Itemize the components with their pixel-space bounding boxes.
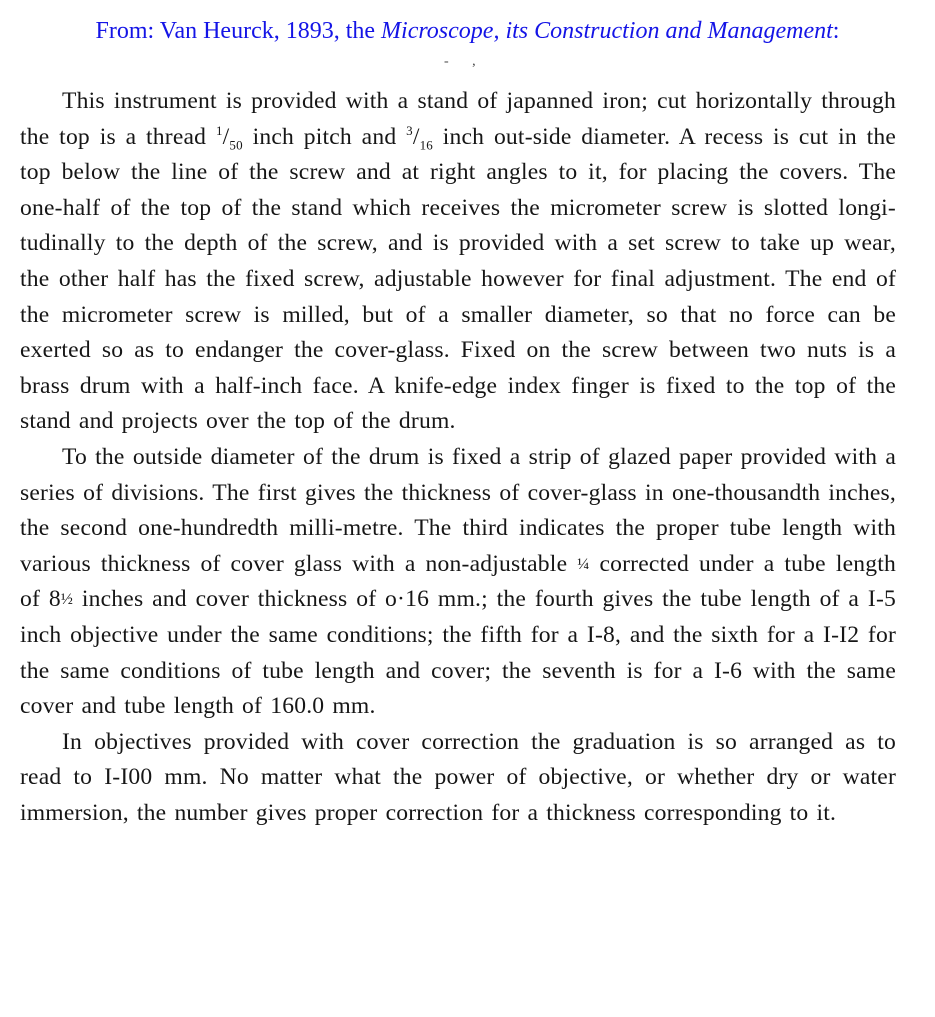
text-run: To the outside diameter of the drum is fixed a strip of glazed paper provided with a series of divisions. The first gives the thickness of cover-glass in one-thousandth inches, the second one-hundredth milli-metre. The third indicates the proper tube length with various thickness of cover glass with a non-adjustable xyxy=(20,443,896,577)
document-body xyxy=(20,84,896,831)
caption-book-title: Microscope, its Construction and Management xyxy=(381,18,833,44)
text-run: inch out-side diameter. A recess is cut in the top below the line of the screw and at right angles to it, for placing the covers. The one-half of the top of the stand which receives the micrometer screw is slotted longi-tudinally to the depth of the screw, and is provided with a set screw to take up wear, the other half has the fixed screw, adjustable however for final adjustment. The end of the micrometer screw is milled, but of a smaller diameter, so that no force can be exerted so as to endanger the cover-glass. Fixed on the screw between two nuts is a brass drum with a half-inch face. A knife-edge index finger is fixed to the top of the stand and projects over the top of the drum. xyxy=(20,123,896,435)
caption-suffix: : xyxy=(832,18,840,44)
caption-prefix: From: Van Heurck, 1893, the xyxy=(95,18,382,44)
source-caption xyxy=(0,16,935,46)
fraction-slash: / xyxy=(412,123,420,150)
text-run: inches and cover thickness of o·16 mm.; the fourth gives the tube length of a I-5 inch objective under the same conditions; the fifth for a I-8, and the sixth for a I-I2 for the same conditions of tube length and cover; the seventh is for a I-6 with the same cover and tube length of 160.0 mm. xyxy=(20,586,897,720)
text-run: This instrument is provided with a stand of japanned iron; cut horizontally through the top is a thread xyxy=(20,88,896,150)
fraction-quarter: ¼ xyxy=(577,555,590,573)
fraction-numerator: 3 xyxy=(406,122,413,138)
fraction-numerator: 1 xyxy=(215,122,223,138)
fraction-denominator: 16 xyxy=(419,137,433,153)
text-run: inch pitch and xyxy=(242,123,407,150)
text-run: In objectives provided with cover correction the graduation is so arranged as to read to I-I00 mm. No matter what the power of objective, or whether dry or water immersion, the number gives proper correction for a thickness corresponding to it. xyxy=(20,728,896,826)
page-header-mark: - , xyxy=(444,54,486,69)
fraction-half: ½ xyxy=(60,591,74,609)
paragraph-cover-correction xyxy=(20,725,896,832)
text-run: corrected under a tube length of 8 xyxy=(20,550,897,613)
fraction-denominator: 50 xyxy=(229,137,243,153)
fraction-slash: / xyxy=(222,123,230,150)
paragraph-stand-description xyxy=(20,84,896,440)
paragraph-drum-divisions xyxy=(20,440,896,725)
